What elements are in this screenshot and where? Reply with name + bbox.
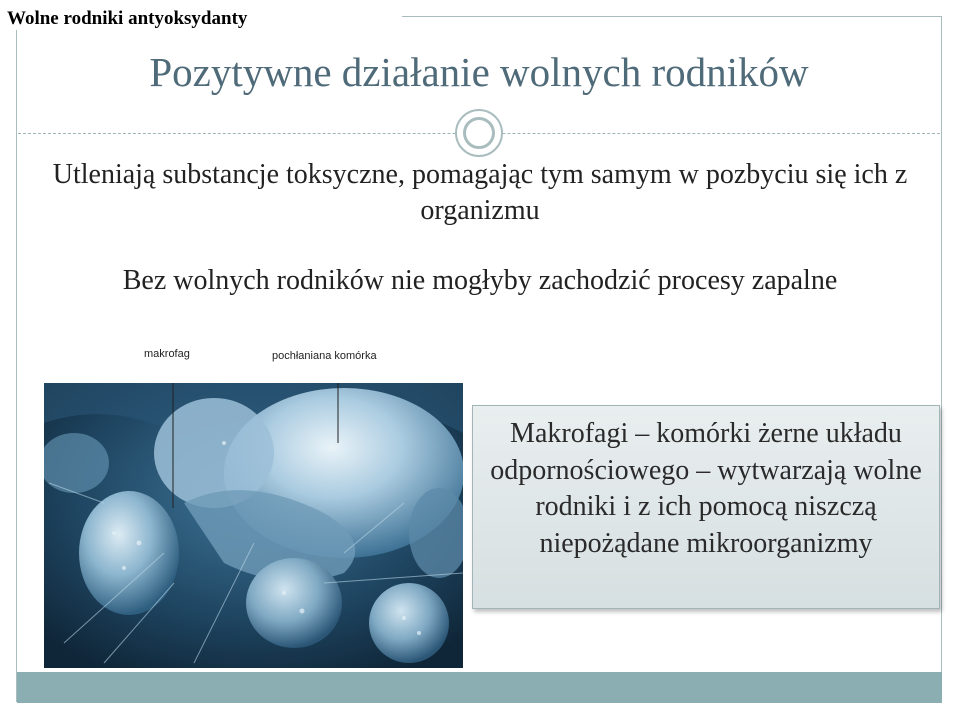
image-label-engulfed-cell: pochłaniana komórka — [272, 350, 377, 362]
callout-text: Makrofagi – komórki żerne układu odpornościowego – wytwarzają wolne rodniki i z ich pomocą niszczą niepożądane mikroorganizmy — [490, 418, 922, 559]
paragraph-inflammation: Bez wolnych rodników nie mogłyby zachodzić procesy zapalne — [122, 265, 838, 296]
header-tab-title: Wolne rodniki antyoksydanty — [7, 8, 248, 29]
macrophage-callout-box — [472, 405, 940, 609]
micrograph-frame — [36, 380, 466, 678]
header-tab — [0, 0, 402, 30]
macrophage-micrograph — [44, 383, 463, 668]
slide-title: Pozytywne działanie wolnych rodników — [149, 49, 809, 95]
circle-ornament-inner — [463, 117, 495, 149]
circle-ornament-icon — [455, 109, 503, 157]
image-label-makrofag: makrofag — [144, 348, 190, 360]
paragraph-toxins: Utleniają substancje toksyczne, pomagając tym samym w pozbyciu się ich z organizmu — [52, 159, 908, 226]
bottom-band — [17, 672, 942, 703]
